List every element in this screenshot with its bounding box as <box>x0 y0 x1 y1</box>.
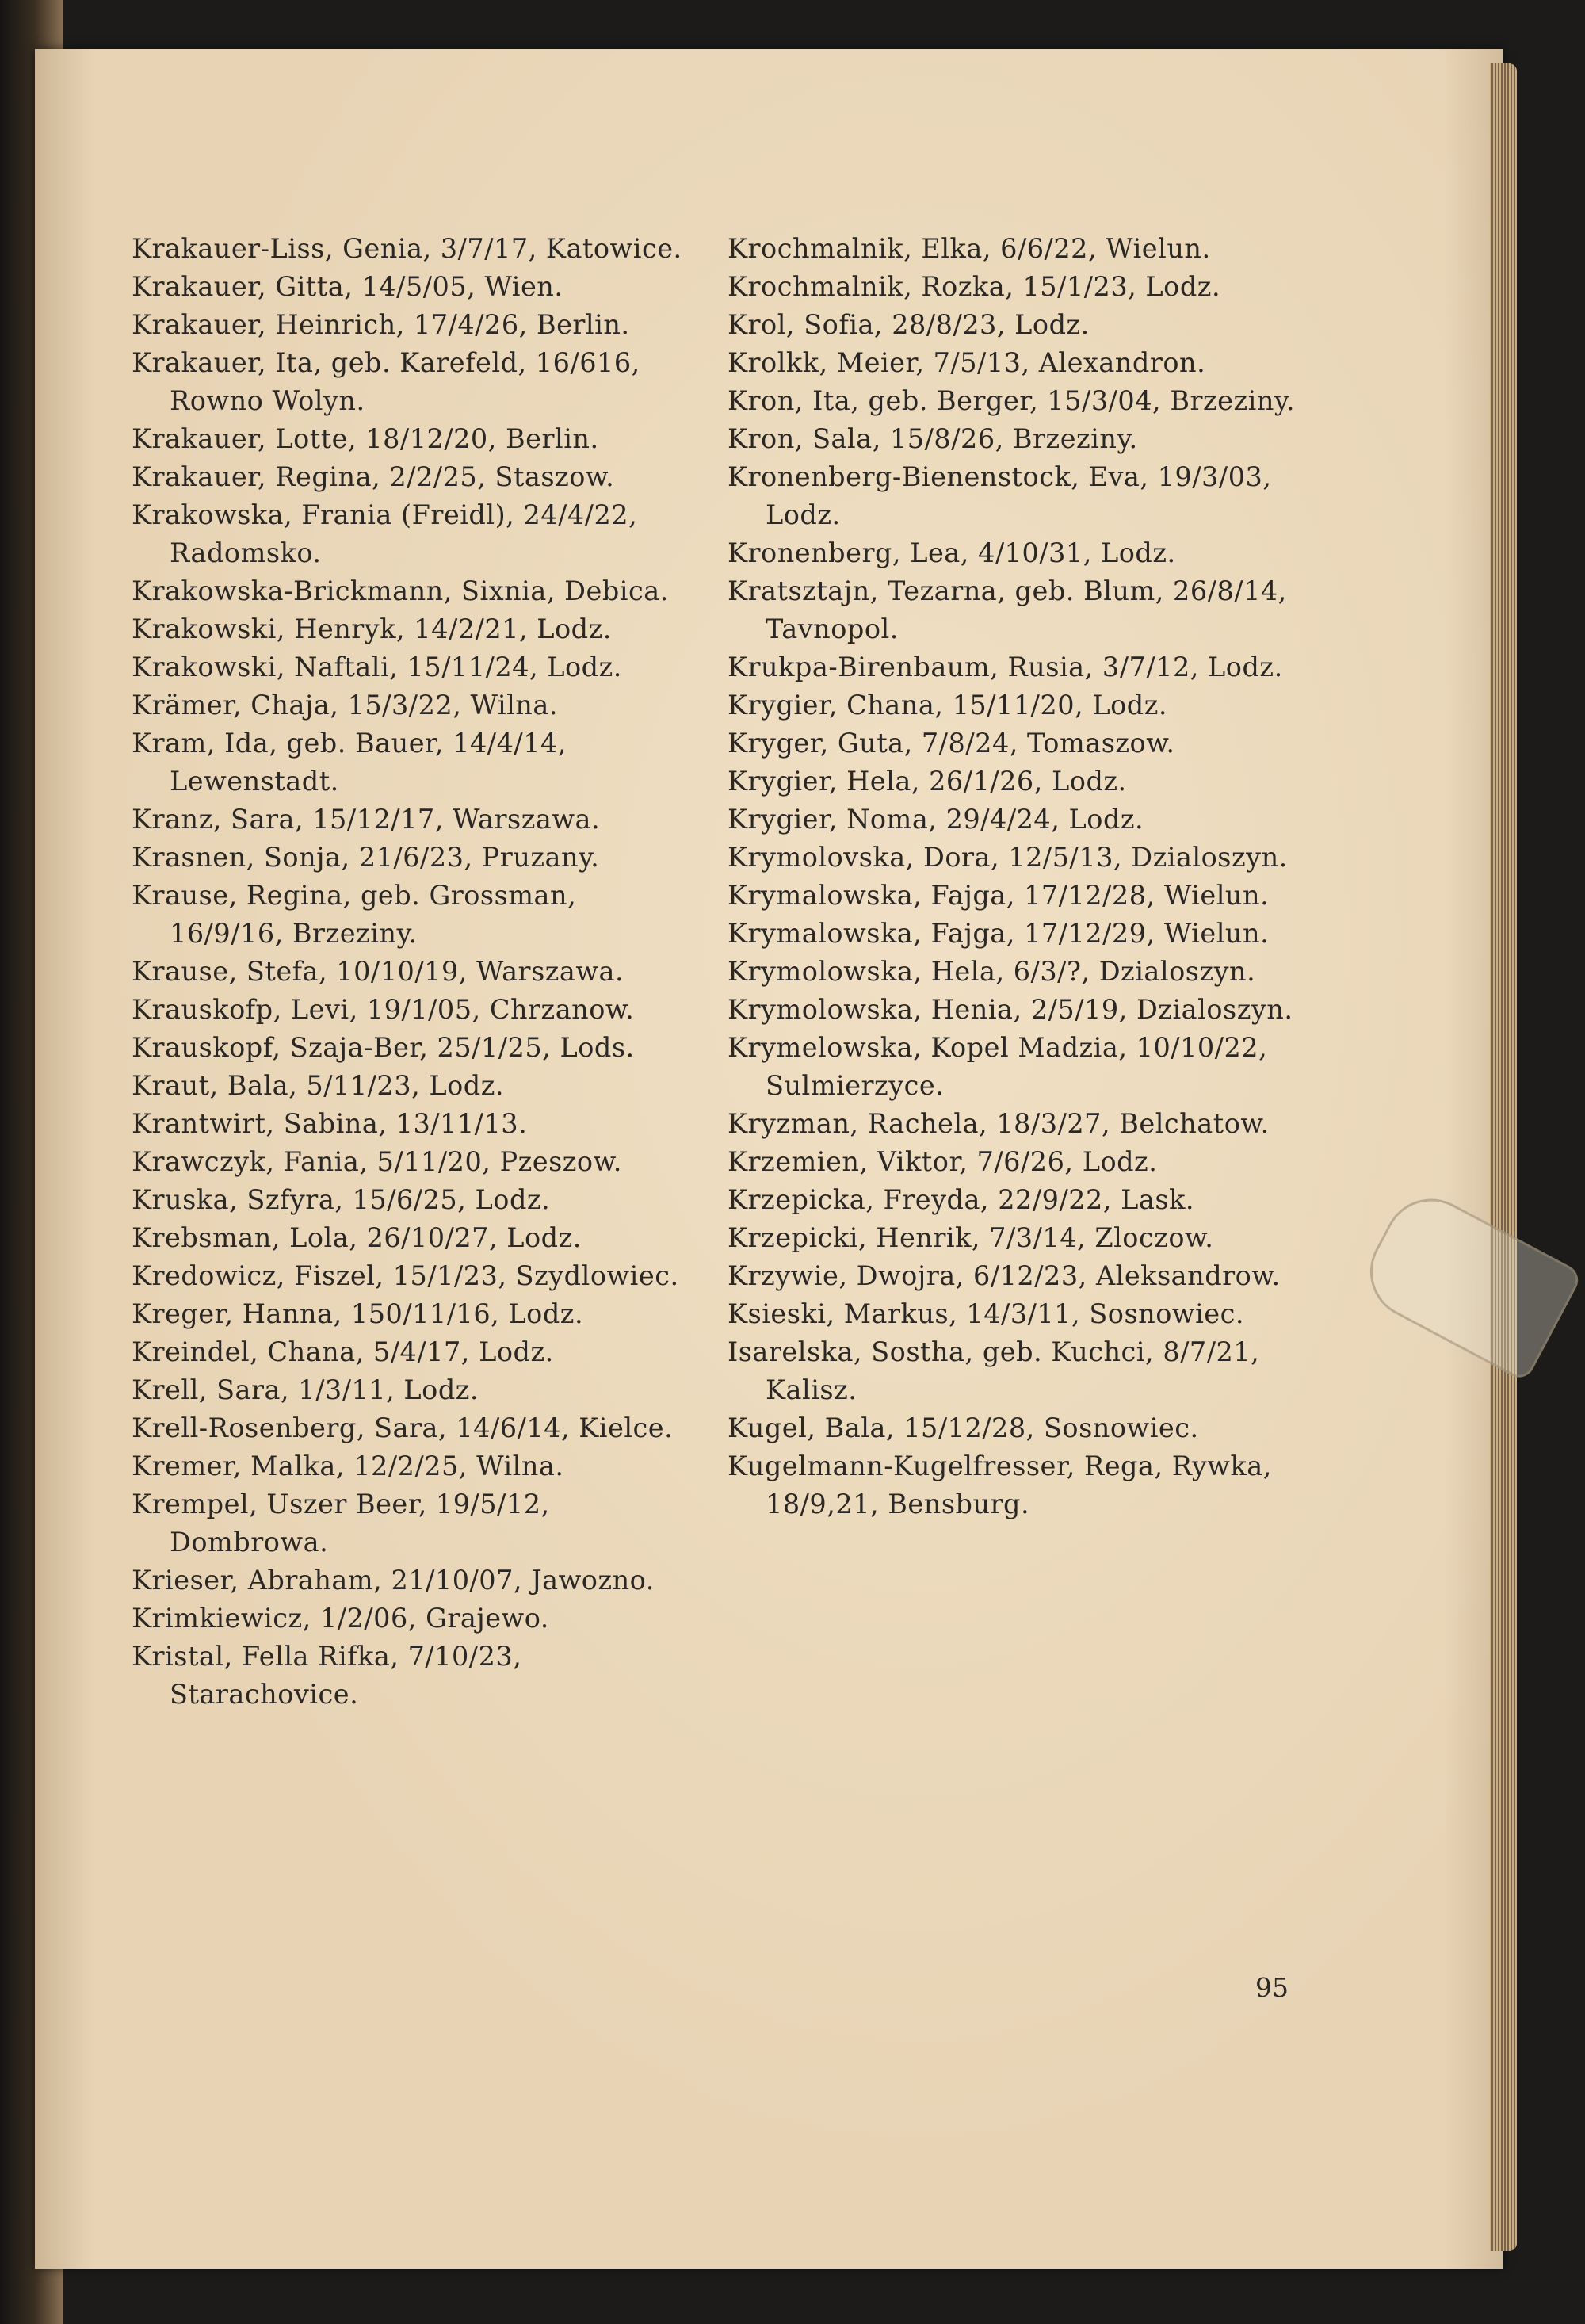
list-item: Krukpa-Birenbaum, Rusia, 3/7/12, Lodz. <box>728 652 1283 682</box>
list-item: Krymalowska, Fajga, 17/12/29, Wielun. <box>728 918 1270 949</box>
list-item: Krakauer, Ita, geb. Karefeld, 16/616, Rowno Wolyn. <box>132 347 640 416</box>
list-item: Krymalowska, Fajga, 17/12/28, Wielun. <box>728 880 1270 911</box>
list-item: Krakowska-Brickmann, Sixnia, Debica. <box>132 575 669 606</box>
list-item: Kugelmann-Kugelfresser, Rega, Rywka, 18/9,21, Bensburg. <box>728 1451 1272 1519</box>
list-item: Krause, Stefa, 10/10/19, Warszawa. <box>132 956 624 987</box>
list-item: Krochmalnik, Rozka, 15/1/23, Lodz. <box>728 271 1221 302</box>
list-item: Kratsztajn, Tezarna, geb. Blum, 26/8/14, Tavnopol. <box>728 575 1287 644</box>
list-item: Isarelska, Sostha, geb. Kuchci, 8/7/21, Kalisz. <box>728 1336 1260 1405</box>
page-number: 95 <box>1255 1972 1289 2003</box>
list-item: Krakauer, Heinrich, 17/4/26, Berlin. <box>132 309 630 340</box>
list-item: Krakowski, Henryk, 14/2/21, Lodz. <box>132 613 612 644</box>
list-item: Krakauer, Gitta, 14/5/05, Wien. <box>132 271 563 302</box>
list-item: Krzemien, Viktor, 7/6/26, Lodz. <box>728 1146 1158 1177</box>
list-item: Kronenberg-Bienenstock, Eva, 19/3/03, Lodz. <box>728 461 1272 530</box>
list-item: Krygier, Chana, 15/11/20, Lodz. <box>728 690 1168 721</box>
list-item: Kryger, Guta, 7/8/24, Tomaszow. <box>728 728 1175 759</box>
list-item: Krempel, Uszer Beer, 19/5/12, Dombrowa. <box>132 1489 550 1558</box>
list-item: Krymolowska, Henia, 2/5/19, Dzialoszyn. <box>728 994 1293 1025</box>
list-item: Krymolowska, Hela, 6/3/?, Dzialoszyn. <box>728 956 1256 987</box>
list-item: Krell, Sara, 1/3/11, Lodz. <box>132 1374 479 1405</box>
list-item: Krolkk, Meier, 7/5/13, Alexandron. <box>728 347 1206 378</box>
list-item: Krochmalnik, Elka, 6/6/22, Wielun. <box>728 233 1211 264</box>
list-item: Kram, Ida, geb. Bauer, 14/4/14, Lewenstadt. <box>132 728 567 797</box>
list-item: Kranz, Sara, 15/12/17, Warszawa. <box>132 804 601 835</box>
list-item: Kron, Sala, 15/8/26, Brzeziny. <box>728 423 1138 454</box>
list-item: Krzywie, Dwojra, 6/12/23, Aleksandrow. <box>728 1260 1281 1291</box>
list-item: Krakauer, Regina, 2/2/25, Staszow. <box>132 461 615 492</box>
list-item: Krämer, Chaja, 15/3/22, Wilna. <box>132 690 558 721</box>
list-item: Krymolovska, Dora, 12/5/13, Dzialoszyn. <box>728 842 1288 873</box>
list-item: Kugel, Bala, 15/12/28, Sosnowiec. <box>728 1412 1199 1443</box>
list-item: Kryzman, Rachela, 18/3/27, Belchatow. <box>728 1108 1270 1139</box>
list-item: Krasnen, Sonja, 21/6/23, Pruzany. <box>132 842 600 873</box>
list-item: Krieser, Abraham, 21/10/07, Jawozno. <box>132 1565 655 1596</box>
list-item: Kron, Ita, geb. Berger, 15/3/04, Brzeziny. <box>728 385 1296 416</box>
list-item: Kraut, Bala, 5/11/23, Lodz. <box>132 1070 505 1101</box>
list-item: Krauskopf, Szaja-Ber, 25/1/25, Lods. <box>132 1032 635 1063</box>
page-stack-edges <box>1490 63 1517 2251</box>
list-item: Krakowski, Naftali, 15/11/24, Lodz. <box>132 652 622 682</box>
list-item: Krauskofp, Levi, 19/1/05, Chrzanow. <box>132 994 635 1025</box>
left-column <box>132 230 686 1714</box>
list-item: Krawczyk, Fania, 5/11/20, Pzeszow. <box>132 1146 622 1177</box>
list-item: Krimkiewicz, 1/2/06, Grajewo. <box>132 1603 549 1634</box>
right-column <box>728 230 1298 1523</box>
list-item: Ksieski, Markus, 14/3/11, Sosnowiec. <box>728 1298 1245 1329</box>
list-item: Kreger, Hanna, 150/11/16, Lodz. <box>132 1298 584 1329</box>
list-item: Krzepicki, Henrik, 7/3/14, Zloczow. <box>728 1222 1214 1253</box>
list-item: Kreindel, Chana, 5/4/17, Lodz. <box>132 1336 554 1367</box>
list-item: Krol, Sofia, 28/8/23, Lodz. <box>728 309 1090 340</box>
list-item: Krzepicka, Freyda, 22/9/22, Lask. <box>728 1184 1195 1215</box>
list-item: Krakauer-Liss, Genia, 3/7/17, Katowice. <box>132 233 682 264</box>
list-item: Kristal, Fella Rifka, 7/10/23, Starachovice. <box>132 1641 522 1710</box>
list-item: Krause, Regina, geb. Grossman, 16/9/16, Brzeziny. <box>132 880 577 949</box>
list-item: Krygier, Noma, 29/4/24, Lodz. <box>728 804 1144 835</box>
list-item: Krantwirt, Sabina, 13/11/13. <box>132 1108 528 1139</box>
list-item: Krakauer, Lotte, 18/12/20, Berlin. <box>132 423 599 454</box>
list-item: Kredowicz, Fiszel, 15/1/23, Szydlowiec. <box>132 1260 679 1291</box>
list-item: Kruska, Szfyra, 15/6/25, Lodz. <box>132 1184 551 1215</box>
list-item: Krakowska, Frania (Freidl), 24/4/22, Radomsko. <box>132 499 638 568</box>
list-item: Kremer, Malka, 12/2/25, Wilna. <box>132 1451 564 1481</box>
list-item: Krell-Rosenberg, Sara, 14/6/14, Kielce. <box>132 1412 674 1443</box>
list-item: Krymelowska, Kopel Madzia, 10/10/22, Sulmierzyce. <box>728 1032 1268 1101</box>
list-item: Krebsman, Lola, 26/10/27, Lodz. <box>132 1222 582 1253</box>
list-item: Kronenberg, Lea, 4/10/31, Lodz. <box>728 537 1176 568</box>
list-item: Krygier, Hela, 26/1/26, Lodz. <box>728 766 1127 797</box>
